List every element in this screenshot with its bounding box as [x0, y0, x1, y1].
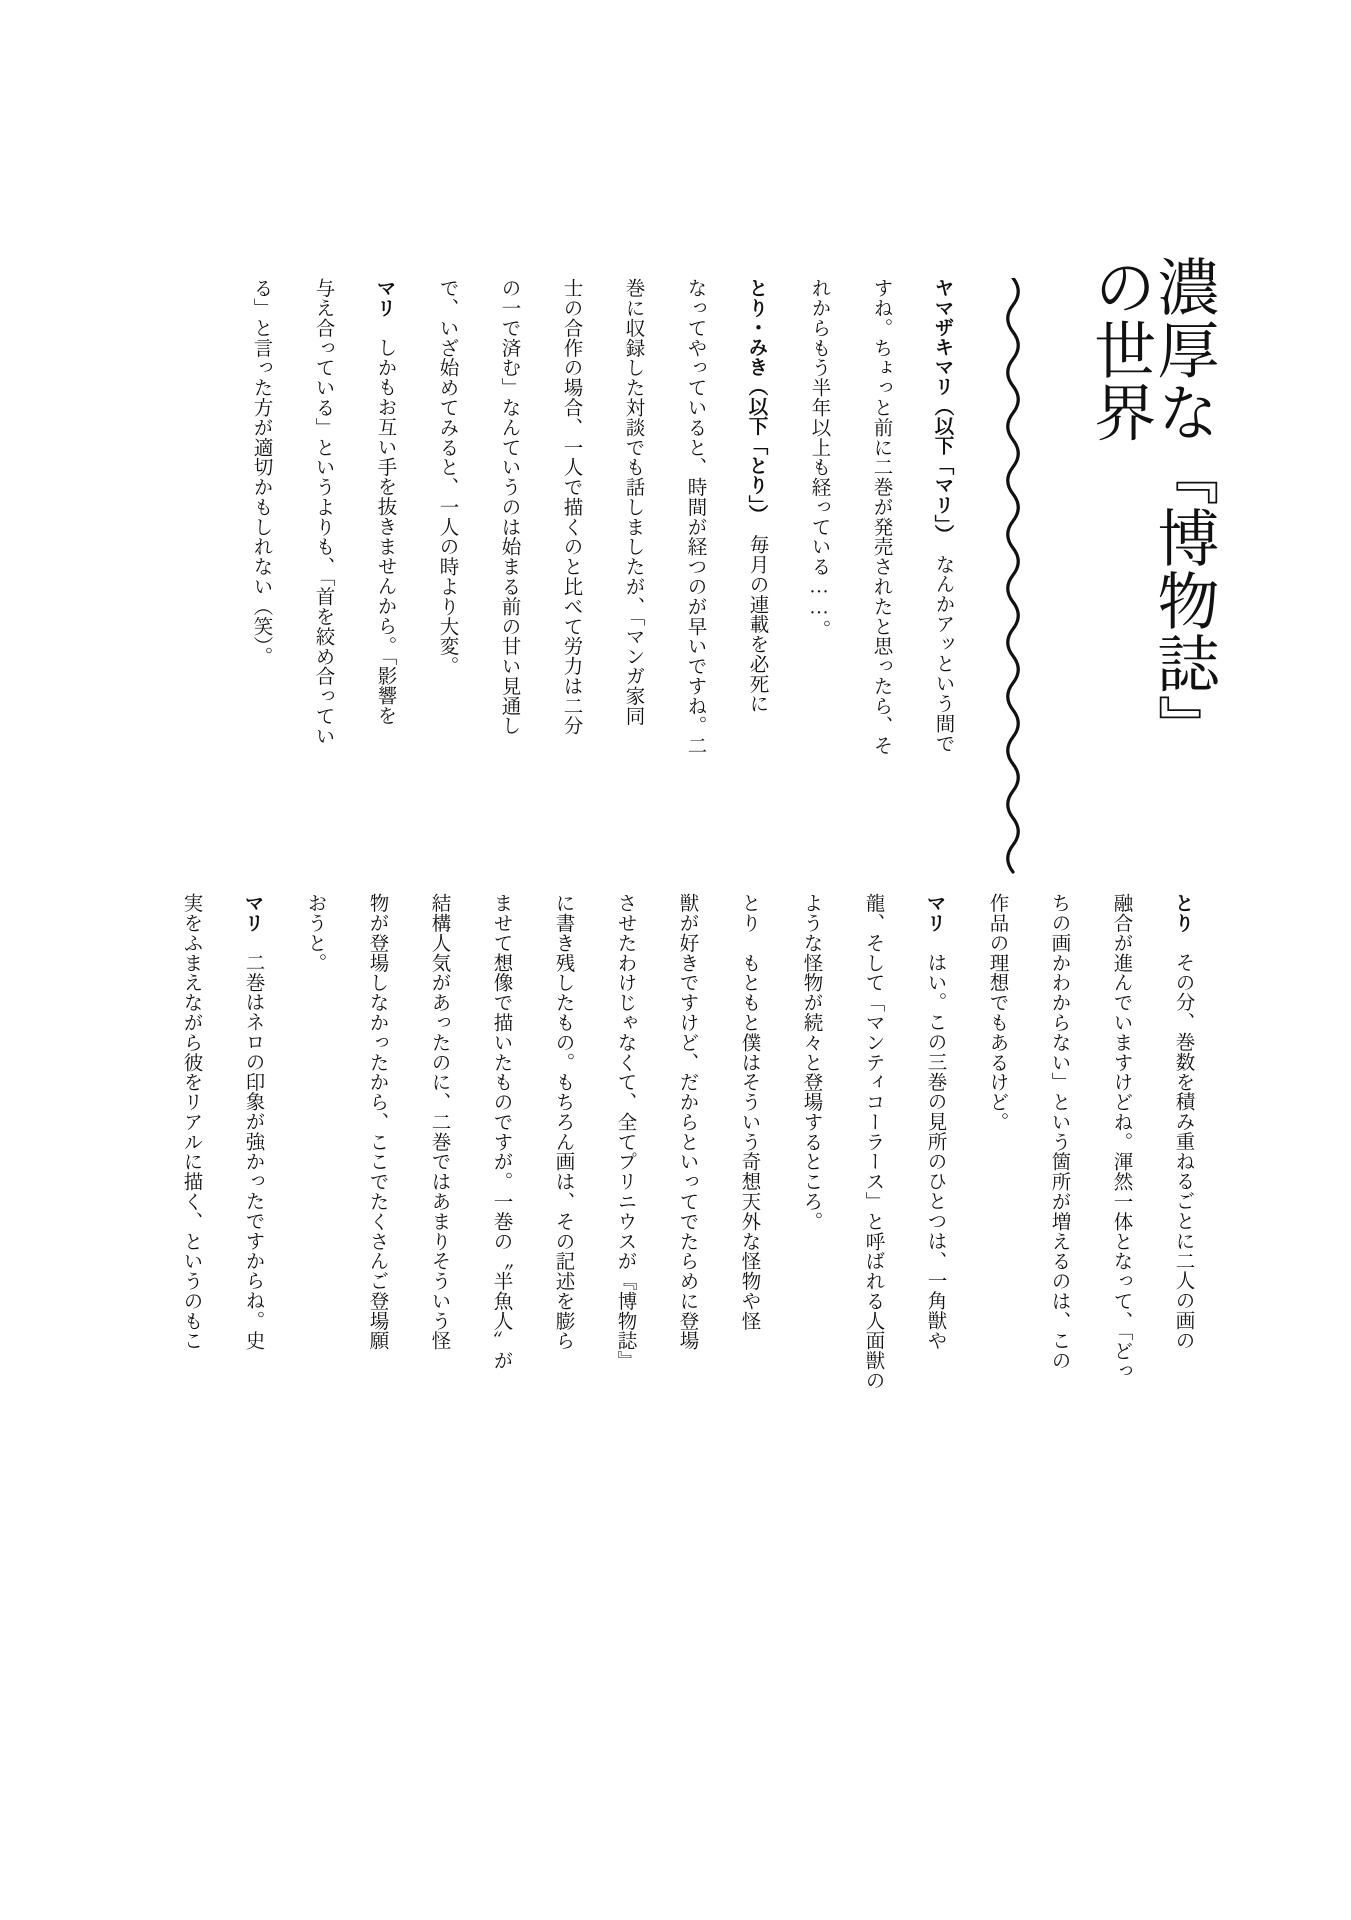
speaker-utterance: はい。この三巻の見所のひとつは、一角獣や [924, 932, 946, 1351]
text-column [925, 893, 965, 1513]
text-column [1111, 893, 1151, 1513]
text-column [685, 278, 725, 878]
text-column-line: の一で済む」なんていうのは始まる前の甘い見通し [498, 278, 520, 736]
speaker-name: とり [1171, 893, 1195, 933]
text-column-line: れからもう半年以上も経っている……。 [808, 278, 830, 640]
speaker-utterance: 毎月の連載を必死に [746, 514, 768, 714]
text-column-line: 作品の理想でもあるけど。 [986, 893, 1008, 1132]
speaker-utterance: しかもお互い手を抜きませんから。「影響を [374, 317, 396, 726]
text-column [747, 278, 787, 878]
text-column [313, 278, 353, 878]
text-column [181, 893, 221, 1513]
text-column-line: 巻に収録した対談でも話しましたが、「マンガ家同 [622, 278, 644, 726]
text-column [437, 278, 477, 878]
text-column [499, 278, 539, 878]
text-column [251, 278, 291, 878]
speaker-utterance: なんかアッという間で [932, 534, 954, 754]
text-column-line: ような怪物が続々と登場するところ。 [800, 893, 822, 1232]
text-column [677, 893, 717, 1513]
page-title-container [1084, 255, 1216, 775]
text-column-line: させたわけじゃなくて、全てプリニウスが『博物誌』 [614, 893, 636, 1371]
text-column-line: る」と言った方が適切かもしれない（笑）。 [250, 278, 272, 667]
text-column [1173, 893, 1213, 1513]
text-column [933, 278, 973, 878]
speaker-name: とり・みき（以下「とり」） [745, 278, 769, 515]
speaker-utterance: その分、巻数を積み重ねるごとに二人の画の [1172, 932, 1194, 1351]
text-column [367, 893, 407, 1513]
text-column [491, 893, 531, 1513]
text-column [375, 278, 415, 878]
text-column [429, 893, 469, 1513]
text-column [615, 893, 655, 1513]
text-column-line: 結構人気があったのに、二巻ではあまりそういう怪 [428, 893, 450, 1351]
text-column-line: すね。ちょっと前に二巻が発売されたと思ったら、そ [870, 278, 892, 756]
text-column [987, 893, 1027, 1513]
text-column-line [243, 893, 263, 1513]
speaker-name: マリ [373, 278, 397, 318]
column-group [159, 893, 1213, 1513]
text-column-line: ちの画かわからない」という箇所が増えるのは、この [1048, 893, 1070, 1371]
text-column-line: で、いざ始めてみると、一人の時より大変。 [436, 278, 458, 676]
text-column [739, 893, 779, 1513]
text-column [863, 893, 903, 1513]
speaker-name: マリ [241, 893, 265, 933]
interview-text-block-bottom [159, 893, 1213, 1513]
vertical-wavy-rule-icon [1000, 278, 1026, 876]
text-column-line: 獣が好きですけど、だからといってでたらめに登場 [676, 893, 698, 1351]
text-column [1049, 893, 1089, 1513]
text-column-line [933, 278, 953, 878]
text-column-line: 龍、そして「マンティコーラース」と呼ばれる人面獣の [862, 893, 884, 1391]
text-column-line [747, 278, 767, 878]
text-column-line: に書き残したもの。もちろん画は、その記述を膨ら [552, 893, 574, 1351]
text-column [561, 278, 601, 878]
speaker-name: マリ [923, 893, 947, 933]
text-column-line [375, 278, 395, 878]
text-column-line: ませて想像で描いたものですが。一巻の〝半魚人〟が [490, 893, 512, 1371]
speaker-name: ヤマザキマリ（以下「マリ」） [931, 278, 955, 535]
text-column-line: 士の合作の場合、一人で描くのと比べて労力は二分 [560, 278, 582, 736]
text-column-line: 与え合っている」というよりも、「首を絞め合ってい [312, 278, 334, 746]
text-column [871, 278, 911, 878]
page-title: 濃厚な『博物誌』の世界 [1084, 255, 1216, 757]
column-group [229, 278, 973, 878]
text-column-line [925, 893, 945, 1513]
speaker-utterance: 二巻はネロの印象が強かったですからね。史 [242, 932, 264, 1351]
text-column [623, 278, 663, 878]
text-column [801, 893, 841, 1513]
text-column-line: なってやっていると、時間が経つのが早いですね。二 [684, 278, 706, 756]
text-column-line [1173, 893, 1193, 1513]
text-column [809, 278, 849, 878]
text-column-line: おうと。 [304, 893, 326, 973]
interview-text-block-top [229, 278, 973, 878]
text-column [305, 893, 345, 1513]
text-column [553, 893, 593, 1513]
text-column-line: 実をふまえながら彼をリアルに描く、というのもこ [180, 893, 202, 1351]
text-column-line: とり もともと僕はそういう奇想天外な怪物や怪 [738, 893, 760, 1331]
text-column-line: 物が登場しなかったから、ここでたくさんご登場願 [366, 893, 388, 1351]
text-column-line: 融合が進んでいますけどね。渾然一体となって、「どっ [1110, 893, 1132, 1381]
text-column [243, 893, 283, 1513]
